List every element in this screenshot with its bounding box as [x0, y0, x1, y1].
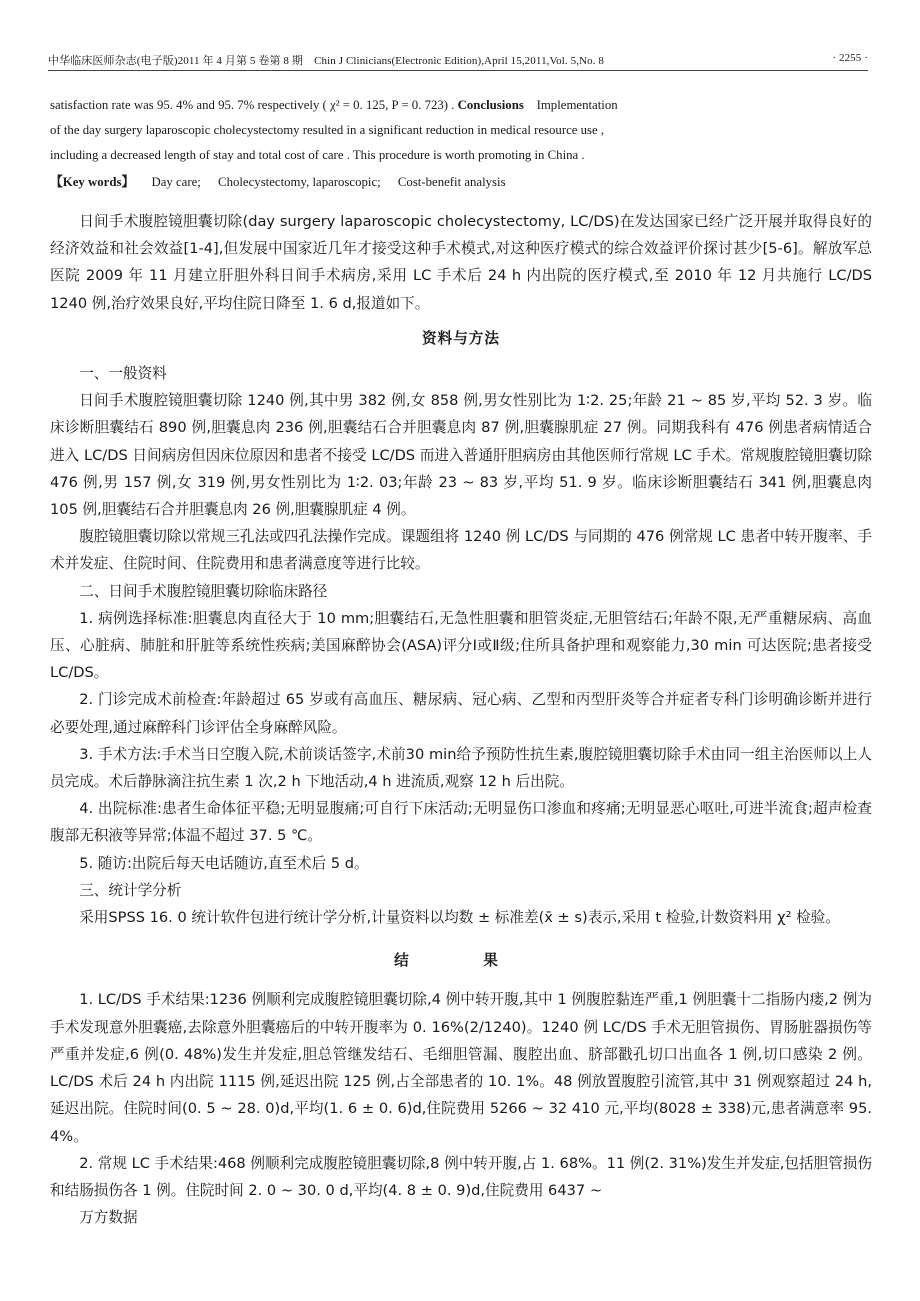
paragraph-followup: 5. 随访:出院后每天电话随访,直至术后 5 d。 [79, 854, 369, 872]
paragraph-statistics: 采用SPSS 16. 0 统计软件包进行统计学分析,计量资料以均数 ± 标准差(x̄ ± s)表示,采用 t 检验,计数资料用 χ² 检验。 [79, 909, 840, 927]
running-head [48, 52, 868, 71]
paragraph-conventional-lc-results: 2. 常规 LC 手术结果:468 例顺利完成腹腔镜胆囊切除,8 例中转开腹,占 1. 68%。11 例(2. 31%)发生并发症,包括胆管损伤和结肠损伤各 1 例。住院时间 2. 0 ~ 30. 0 d,平均(4. 8 ± 0. 9)d,住院费用 6437 ~ [50, 1154, 872, 1199]
article-body [50, 208, 872, 1231]
paragraph-general-data: 日间手术腹腔镜胆囊切除 1240 例,其中男 382 例,女 858 例,男女性别比为 1∶2. 25;年龄 21 ~ 85 岁,平均 52. 3 岁。临床诊断胆囊结石 890 例,胆囊息肉 236 例,胆囊结石合并胆囊息肉 87 例,胆囊腺肌症 27 例。同期我科有 476 例患者病情适合进入 LC/DS 日间病房但因床位原因和患者不接受 LC/DS 而进入普通肝胆病房由其他医师行常规 LC 手术。常规腹腔镜胆囊切除 476 例,男 157 例,女 319 例,男女性别比为 1∶2. 03;年龄 23 ~ 83 岁,平均 51. 9 岁。临床诊断胆囊结石 341 例,胆囊息肉 105 例,胆囊结石合并胆囊息肉 26 例,胆囊腺肌症 4 例。 [50, 392, 872, 519]
subheading-statistics: 三、统计学分析 [79, 881, 182, 899]
paragraph-surgery-method: 3. 手术方法:手术当日空腹入院,术前谈话签字,术前30 min给予预防性抗生素,腹腔镜胆囊切除手术由同一组主治医师以上人员完成。术后静脉滴注抗生素 1 次,2 h 下地活动,4 h 进流质,观察 12 h 后出院。 [50, 745, 872, 791]
keywords-label: 【Key words】 [50, 175, 135, 189]
paragraph-preop-exam: 2. 门诊完成术前检查:年龄超过 65 岁或有高血压、糖尿病、冠心病、乙型和丙型肝炎等合并症者专科门诊明确诊断并进行必要处理,通过麻醉科门诊评估全身麻醉风险。 [50, 691, 872, 736]
running-head-journal: 中华临床医师杂志(电子版)2011 年 4 月第 5 卷第 8 期 Chin J Clinicians(Electronic Edition),April 15,2011,Vol. 5,No. 8 [48, 55, 604, 67]
section-heading-results: 结 果 [394, 952, 528, 970]
page-number: · 2255 · [832, 52, 868, 64]
keyword-item: Day care; [151, 175, 201, 189]
database-watermark-label: 万方数据 [79, 1209, 138, 1227]
abstract-line-1 [50, 93, 830, 118]
paragraph-selection-criteria: 1. 病例选择标准:胆囊息肉直径大于 10 mm;胆囊结石,无急性胆囊和胆管炎症,无胆管结石;年龄不限,无严重糖尿病、高血压、心脏病、肺脏和肝脏等系统性疾病;美国麻醉协会(ASA)评分Ⅰ或Ⅱ级;住所具备护理和观察能力,30 min 可达医院;患者接受 LC/DS。 [50, 609, 872, 682]
subheading-general: 一、一般资料 [79, 365, 167, 383]
paragraph-lcds-results: 1. LC/DS 手术结果:1236 例顺利完成腹腔镜胆囊切除,4 例中转开腹,其中 1 例腹腔黏连严重,1 例胆囊十二指肠内瘘,2 例为手术发现意外胆囊癌,去除意外胆囊癌后的中转开腹率为 0. 16%(2/1240)。1240 例 LC/DS 手术无胆管损伤、胃肠脏器损伤等严重并发症,6 例(0. 48%)发生并发症,胆总管继发结石、毛细胆管漏、腹腔出血、脐部戳孔切口出血各 1 例,切口感染 2 例。LC/DS 术后 24 h 内出院 1115 例,延迟出院 125 例,占全部患者的 10. 1%。48 例放置腹腔引流管,其中 31 例观察超过 24 h,延迟出院。住院时间(0. 5 ~ 28. 0)d,平均(1. 6 ± 0. 6)d,住院费用 5266 ~ 32 410 元,平均(8028 ± 338)元,患者满意率 95. 4%。 [50, 991, 872, 1145]
intro-paragraph: 日间手术腹腔镜胆囊切除(day surgery laparoscopic cholecystectomy, LC/DS)在发达国家已经广泛开展并取得良好的经济效益和社会效益[1-4],但发展中国家近几年才接受这种手术模式,对这种医疗模式的综合效益评价探讨甚少[5-6]。解放军总医院 2009 年 11 月建立肝胆外科日间手术病房,采用 LC 手术后 24 h 内出院的医疗模式,至 2010 年 12 月共施行 LC/DS 1240 例,治疗效果良好,平均住院日降至 1. 6 d,报道如下。 [50, 213, 872, 312]
english-abstract [50, 93, 830, 195]
conclusions-label: Conclusions [457, 98, 524, 112]
abstract-conclusion-start: Implementation [536, 98, 618, 112]
section-heading-methods: 资料与方法 [422, 329, 500, 347]
abstract-line-3: including a decreased length of stay and total cost of care . This procedure is worth promoting in China . [50, 148, 585, 162]
keyword-item: Cost-benefit analysis [397, 175, 506, 189]
subheading-clinical-pathway: 二、日间手术腹腔镜胆囊切除临床路径 [79, 582, 328, 600]
keyword-item: Cholecystectomy, laparoscopic; [218, 175, 381, 189]
abstract-results-tail: satisfaction rate was 95. 4% and 95. 7% respectively ( χ² = 0. 125, P = 0. 723) . [50, 98, 455, 112]
paragraph-procedure: 腹腔镜胆囊切除以常规三孔法或四孔法操作完成。课题组将 1240 例 LC/DS 与同期的 476 例常规 LC 患者中转开腹率、手术并发症、住院时间、住院费用和患者满意度等进行比较。 [50, 528, 872, 573]
abstract-line-2: of the day surgery laparoscopic cholecystectomy resulted in a significant reduction in medical resource use , [50, 123, 605, 137]
paragraph-discharge-criteria: 4. 出院标准:患者生命体征平稳;无明显腹痛;可自行下床活动;无明显伤口渗血和疼痛;无明显恶心呕吐,可进半流食;超声检查腹部无积液等异常;体温不超过 37. 5 ℃。 [50, 800, 872, 845]
keywords-line [50, 170, 830, 195]
